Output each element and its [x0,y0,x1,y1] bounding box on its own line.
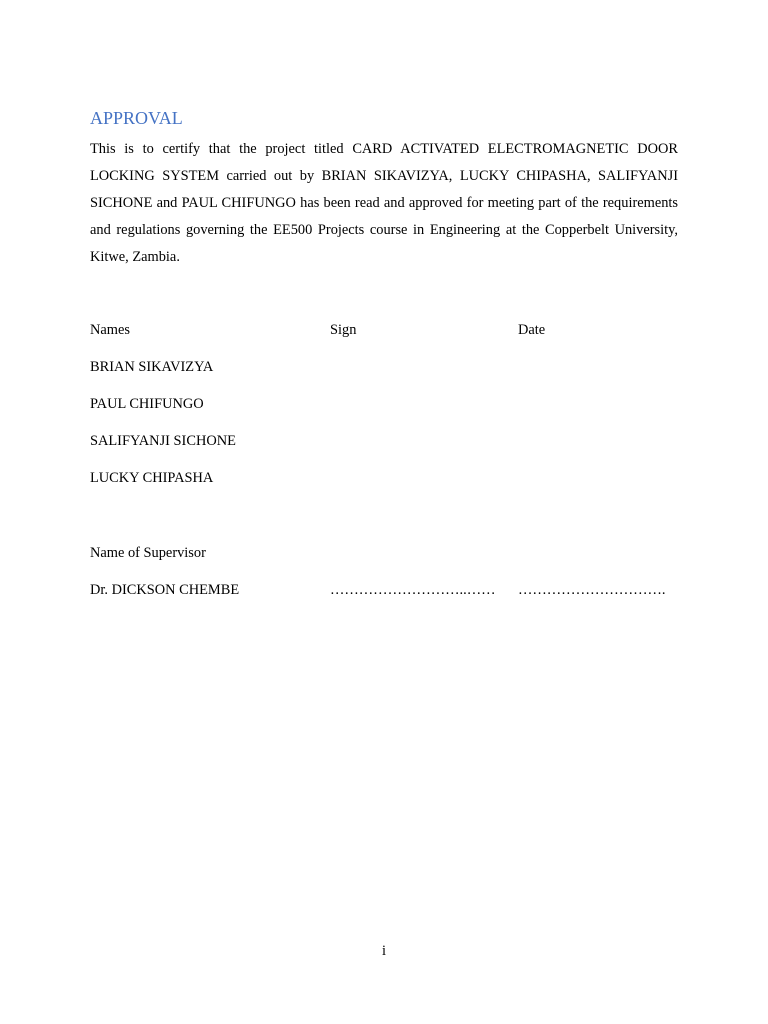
supervisor-label: Name of Supervisor [90,545,206,561]
student-row [90,356,678,378]
student-row [90,430,678,452]
supervisor-row [90,579,678,601]
names-column-header: Names [90,322,130,338]
approval-heading: APPROVAL [90,108,183,128]
student-name: LUCKY CHIPASHA [90,470,214,486]
date-column-header: Date [518,322,546,338]
page-number: i [382,943,386,959]
supervisor-sign-line: ………………………..…… [330,582,496,598]
certification-paragraph: This is to certify that the project titled CARD ACTIVATED ELECTROMAGNETIC DOOR LOCKING SYSTEM carried out by BRIAN SIKAVIZYA, LUCKY CHIPASHA, SALIFYANJI SICHONE and PAUL CHIFUNGO has been read and approved for meeting part of the requirements and regulations governing the EE500 Projects course in Engineering at the Copperbelt University, Kitwe, Zambia. [90,141,678,265]
sign-column-header: Sign [330,322,357,338]
student-name: SALIFYANJI SICHONE [90,433,236,449]
student-name: BRIAN SIKAVIZYA [90,359,214,375]
supervisor-name: Dr. DICKSON CHEMBE [90,582,240,598]
student-row [90,467,678,489]
supervisor-date-line: …………………………. [518,582,666,598]
signature-table-header [90,319,678,341]
student-row [90,393,678,415]
supervisor-label-row [90,542,678,564]
student-name: PAUL CHIFUNGO [90,396,204,412]
